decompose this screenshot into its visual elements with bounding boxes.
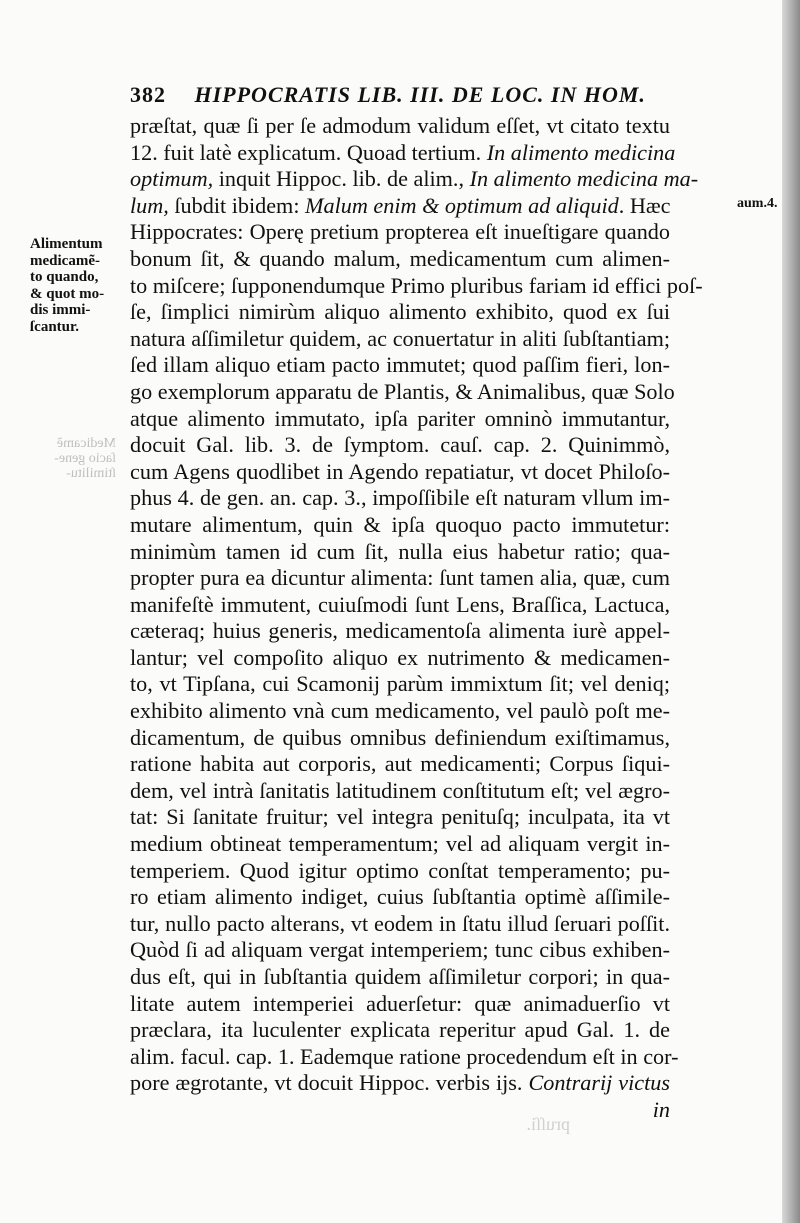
text-run: pore ægrotante, vt docuit Hippoc. verbis ijs. bbox=[130, 1070, 529, 1096]
text-run: temperiem. Quod igitur optimo conſtat temperamento; pu- bbox=[130, 857, 670, 883]
page-number: 382 bbox=[130, 82, 166, 107]
text-line bbox=[130, 219, 670, 246]
text-line bbox=[130, 565, 670, 592]
bleed-line: ſtimilitu- bbox=[66, 466, 116, 481]
italic-text: In alimento medicina bbox=[486, 139, 676, 165]
bleed-through-text bbox=[20, 436, 116, 481]
text-line bbox=[130, 139, 676, 167]
text-run: tat: Si ſanitate fruitur; vel integra penituſq; inculpata, ita vt bbox=[130, 804, 670, 830]
italic-text: optimum, bbox=[130, 166, 214, 192]
text-line bbox=[130, 485, 670, 512]
text-line bbox=[130, 272, 703, 300]
text-run: docuit Gal. lib. 3. de ſymptom. cauſ. cap. 2. Quinimmò, bbox=[130, 432, 670, 458]
margin-note bbox=[30, 236, 126, 335]
text-line bbox=[130, 459, 670, 486]
page-edge-shadow bbox=[782, 0, 800, 1223]
text-line bbox=[130, 991, 670, 1018]
margin-note-line: ſcantur. bbox=[30, 318, 80, 335]
text-run: manifeſtè immutent, cuiuſmodi ſunt Lens, Braſſica, Lactuca, bbox=[130, 591, 670, 617]
text-run: natura aſſimiletur quidem, ac conuertatur in aliti ſubſtantiam; bbox=[130, 325, 670, 351]
text-run: præſtat, quæ ſi per ſe admodum validum eſſet, vt citato textu bbox=[130, 113, 670, 138]
text-line bbox=[130, 725, 670, 752]
text-line bbox=[130, 539, 670, 566]
text-line bbox=[130, 378, 675, 406]
text-line bbox=[130, 645, 670, 672]
text-line bbox=[130, 1017, 670, 1044]
text-line bbox=[130, 858, 670, 885]
text-run: cæteraq; huius generis, medicamentoſa alimenta iurè appel- bbox=[130, 618, 670, 644]
text-line bbox=[130, 193, 670, 220]
margin-note-line: to quando, bbox=[30, 269, 99, 285]
text-run: dem, vel intrà ſanitatis latitudinem conſtitutum eſt; vel ægro- bbox=[130, 777, 670, 803]
text-run: medium obtineat temperamentum; vel ad aliquam vergit in- bbox=[130, 831, 670, 857]
text-line bbox=[130, 326, 670, 353]
text-run: . Hæc bbox=[618, 192, 671, 218]
running-title: HIPPOCRATIS LIB. III. DE LOC. IN HOM. bbox=[194, 82, 646, 107]
margin-reference: aum.4. bbox=[737, 196, 778, 211]
text-run: dus eſt, qui in ſubſtantia quidem aſſimiletur corpori; in qua- bbox=[130, 964, 670, 989]
text-line bbox=[130, 1070, 670, 1097]
text-line bbox=[130, 751, 670, 778]
text-line bbox=[130, 964, 670, 991]
margin-note-line: dis immi- bbox=[30, 302, 91, 318]
margin-note-line: & quot mo- bbox=[30, 285, 105, 302]
text-run: go exemplorum apparatu de Plantis, & Animalibus, quæ Solo bbox=[130, 378, 675, 404]
italic-text: in bbox=[652, 1096, 670, 1122]
text-run: tur, nullo pacto alterans, vt eodem in ſtatu illud ſeruari poſſit. bbox=[130, 910, 670, 936]
text-run: Hippocrates: Operę pretium propterea eſt inueſtigare quando bbox=[130, 219, 670, 245]
bleed-line: ſacio gene- bbox=[54, 451, 116, 466]
text-run: cum Agens quodlibet in Agendo repatiatur, vt docet Philoſo- bbox=[130, 458, 670, 484]
text-run: atque alimento immutato, ipſa pariter omninò immutantur, bbox=[130, 405, 670, 431]
text-run: exhibito alimento vnà cum medicamento, vel paulò poſt me- bbox=[130, 698, 670, 724]
text-line bbox=[130, 406, 670, 433]
text-line bbox=[130, 512, 670, 539]
text-run: Quòd ſi ad aliquam vergat intemperiem; tunc cibus exhiben- bbox=[130, 937, 670, 963]
text-line bbox=[130, 884, 670, 911]
body-text bbox=[130, 113, 703, 1124]
text-run: bonum ſit, & quando malum, medicamentum cum alimen- bbox=[130, 245, 670, 271]
text-run: alim. facul. cap. 1. Eademque ratione procedendum eſt in cor- bbox=[130, 1043, 679, 1069]
text-run: ſe, ſimplici nimirùm aliquo alimento exhibito, quod ex ſui bbox=[130, 299, 670, 325]
text-line bbox=[130, 671, 670, 698]
text-run: minimùm tamen id cum ſit, nulla eius habetur ratio; qua- bbox=[130, 538, 670, 564]
text-line bbox=[130, 937, 670, 964]
bleed-through-bottom: pruſſi. bbox=[526, 1114, 570, 1134]
text-run: præclara, ita luculenter explicata reperitur apud Gal. 1. de bbox=[130, 1017, 670, 1043]
text-run: litate autem intemperiei aduerſetur: quæ animaduerſio vt bbox=[130, 990, 670, 1016]
italic-text: lum, bbox=[130, 192, 169, 218]
italic-text: Contrarij victus bbox=[528, 1070, 670, 1096]
text-line bbox=[130, 246, 670, 273]
text-line bbox=[130, 698, 670, 725]
text-run: inquit Hippoc. lib. de alim., bbox=[213, 166, 470, 192]
text-line bbox=[130, 831, 670, 858]
italic-text: In alimento medicina ma- bbox=[469, 166, 699, 192]
italic-text: Malum enim & optimum ad aliquid bbox=[305, 192, 619, 218]
text-run: ſed illam aliquo etiam pacto immutet; quod paſſim fieri, lon- bbox=[130, 352, 670, 378]
text-line bbox=[130, 1043, 679, 1071]
text-line bbox=[130, 778, 670, 805]
text-line bbox=[130, 166, 699, 193]
margin-note-line: Alimentum bbox=[30, 236, 103, 252]
text-line bbox=[130, 299, 670, 326]
text-line bbox=[130, 618, 670, 645]
text-run: phus 4. de gen. an. cap. 3., impoſſibile eſt naturam vllum im- bbox=[130, 485, 670, 511]
text-line bbox=[130, 804, 670, 831]
text-line bbox=[130, 592, 670, 619]
text-run: 12. fuit latè explicatum. Quoad tertium. bbox=[130, 139, 487, 165]
text-run: to, vt Tipſana, cui Scamonij parùm immixtum ſit; vel deniq; bbox=[130, 671, 670, 697]
running-header bbox=[130, 82, 690, 112]
text-run: mutare alimentum, quin & ipſa quoquo pacto immutetur: bbox=[130, 511, 670, 537]
text-line bbox=[130, 911, 670, 938]
margin-note-line: medicamẽ- bbox=[30, 252, 100, 269]
text-run: ro etiam alimento indiget, cuius ſubſtantia optimè aſſimile- bbox=[130, 884, 670, 910]
bleed-line: Medicamẽ bbox=[56, 436, 116, 451]
text-run: ſubdit ibidem: bbox=[168, 192, 306, 218]
text-run: propter pura ea dicuntur alimenta: ſunt tamen alia, quæ, cum bbox=[130, 565, 670, 591]
text-run: lantur; vel compoſito aliquo ex nutrimento & medicamen- bbox=[130, 644, 670, 670]
text-run: ratione habita aut corporis, aut medicamenti; Corpus ſiqui- bbox=[130, 751, 670, 777]
text-line bbox=[130, 352, 670, 379]
text-run: to miſcere; ſupponendumque Primo pluribus fariam id effici poſ- bbox=[130, 272, 703, 298]
text-line bbox=[130, 1097, 670, 1124]
text-run: dicamentum, de quibus omnibus definiendum exiſtimamus, bbox=[130, 724, 670, 750]
text-line bbox=[130, 113, 670, 140]
text-line bbox=[130, 432, 670, 459]
